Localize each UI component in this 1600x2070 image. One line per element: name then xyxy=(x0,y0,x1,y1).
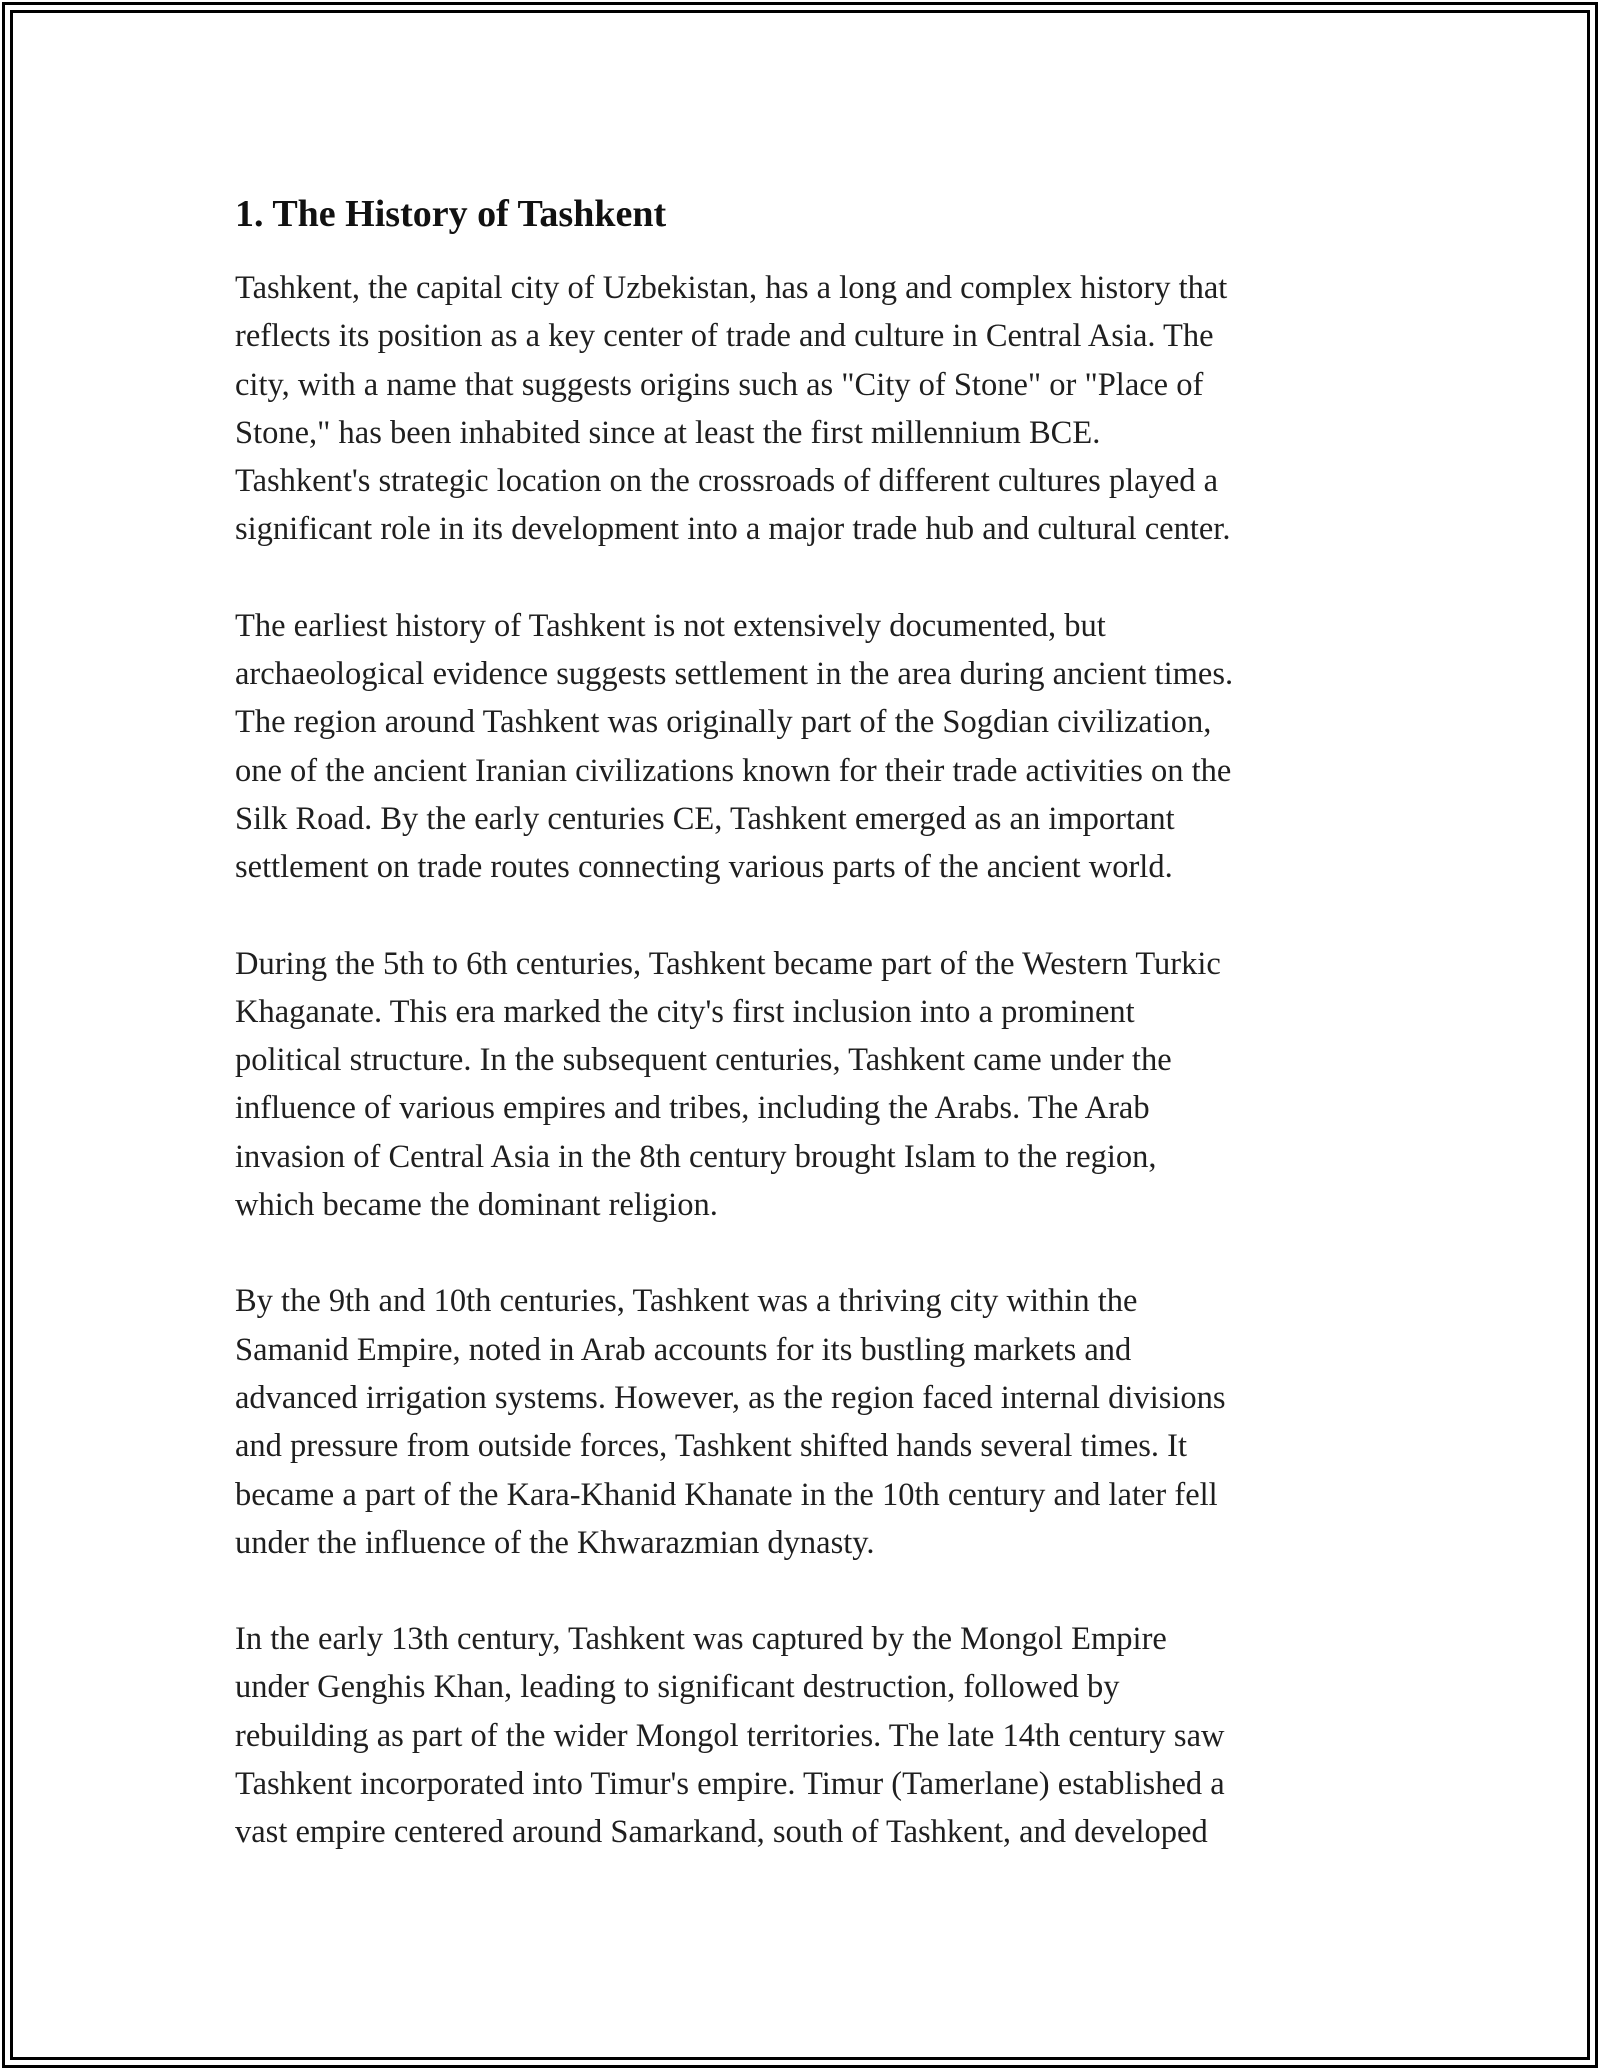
text-line: political structure. In the subsequent centuries, Tashkent came under the xyxy=(235,1042,1172,1079)
text-line: The earliest history of Tashkent is not extensively documented, but xyxy=(235,607,1106,644)
text-line: archaeological evidence suggests settlement in the area during ancient times. xyxy=(235,656,1234,693)
text-line: During the 5th to 6th centuries, Tashkent became part of the Western Turkic xyxy=(235,945,1221,982)
text-line: Khaganate. This era marked the city's first inclusion into a prominent xyxy=(235,993,1135,1030)
text-line: influence of various empires and tribes, including the Arabs. The Arab xyxy=(235,1090,1150,1127)
text-line: became a part of the Kara-Khanid Khanate in the 10th century and later fell xyxy=(235,1476,1218,1513)
text-line: vast empire centered around Samarkand, south of Tashkent, and developed xyxy=(235,1814,1208,1851)
paragraph-4 xyxy=(235,1277,1385,1567)
paragraph-3 xyxy=(235,940,1385,1230)
text-line: The region around Tashkent was originally part of the Sogdian civilization, xyxy=(235,704,1212,741)
text-line: and pressure from outside forces, Tashkent shifted hands several times. It xyxy=(235,1428,1188,1465)
text-line: In the early 13th century, Tashkent was captured by the Mongol Empire xyxy=(235,1621,1167,1658)
text-line: which became the dominant religion. xyxy=(235,1187,718,1224)
text-line: Tashkent incorporated into Timur's empire. Timur (Tamerlane) established a xyxy=(235,1766,1225,1803)
text-line: By the 9th and 10th centuries, Tashkent was a thriving city within the xyxy=(235,1283,1138,1320)
paragraph-1 xyxy=(235,264,1385,554)
section-heading: 1. The History of Tashkent xyxy=(235,193,667,235)
paragraph-2 xyxy=(235,602,1385,892)
text-line: Tashkent's strategic location on the crossroads of different cultures played a xyxy=(235,463,1219,500)
text-line: Stone," has been inhabited since at least the first millennium BCE. xyxy=(235,414,1101,451)
text-line: Silk Road. By the early centuries CE, Tashkent emerged as an important xyxy=(235,800,1175,837)
text-line: city, with a name that suggests origins such as "City of Stone" or "Place of xyxy=(235,366,1204,403)
text-line: rebuilding as part of the wider Mongol territories. The late 14th century saw xyxy=(235,1717,1225,1754)
text-line: advanced irrigation systems. However, as the region faced internal divisions xyxy=(235,1379,1226,1416)
text-line: invasion of Central Asia in the 8th century brought Islam to the region, xyxy=(235,1138,1157,1175)
document-body xyxy=(235,182,1385,1905)
text-line: Tashkent, the capital city of Uzbekistan, has a long and complex history that xyxy=(235,270,1228,306)
text-line: Samanid Empire, noted in Arab accounts for its bustling markets and xyxy=(235,1331,1132,1368)
text-line: under the influence of the Khwarazmian dynasty. xyxy=(235,1524,875,1561)
text-line: under Genghis Khan, leading to significant destruction, followed by xyxy=(235,1669,1120,1706)
text-line: settlement on trade routes connecting various parts of the ancient world. xyxy=(235,849,1173,886)
text-line: one of the ancient Iranian civilizations known for their trade activities on the xyxy=(235,752,1232,789)
paragraph-5 xyxy=(235,1615,1385,1856)
text-line: reflects its position as a key center of trade and culture in Central Asia. The xyxy=(235,318,1214,355)
text-line: significant role in its development into a major trade hub and cultural center. xyxy=(235,511,1231,548)
